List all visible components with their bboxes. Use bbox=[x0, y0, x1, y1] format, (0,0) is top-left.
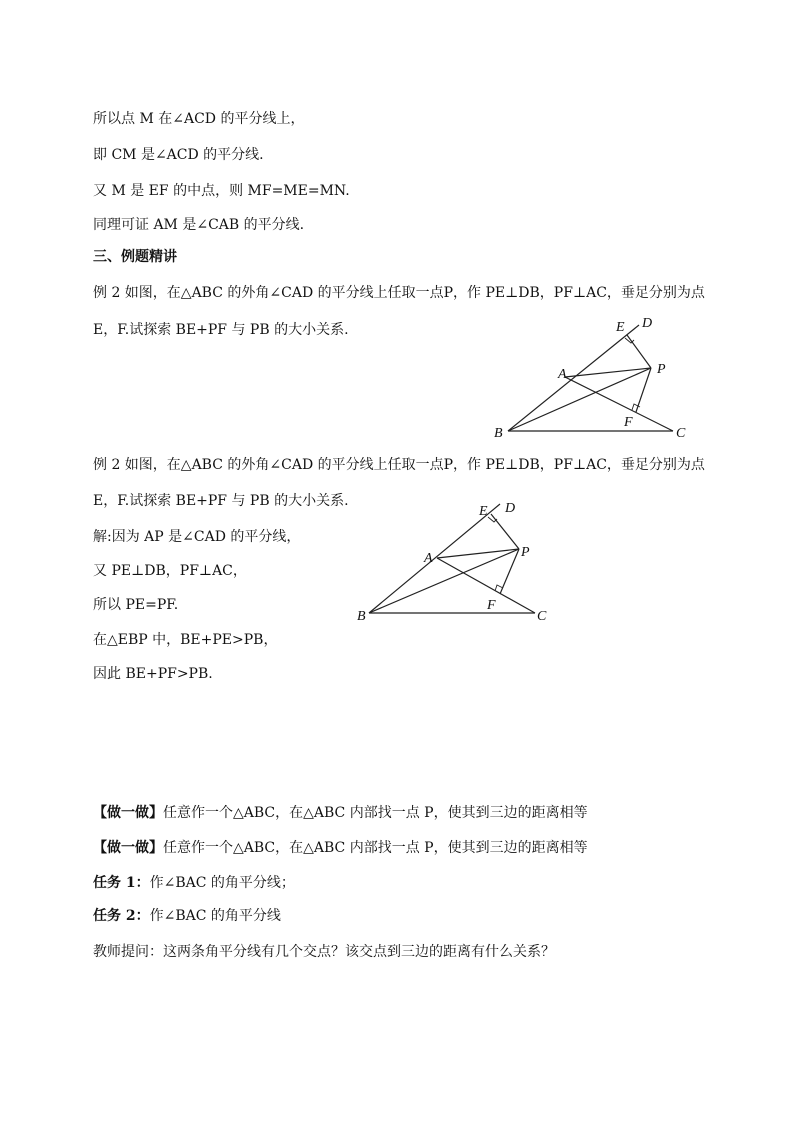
label-P: P bbox=[521, 545, 530, 560]
segment-BD bbox=[508, 325, 639, 431]
task-line bbox=[93, 873, 295, 893]
label-D: D bbox=[505, 501, 516, 516]
solution-line: 在△EBP 中，BE+PE>PB， bbox=[93, 632, 278, 648]
solution-line: 所以 PE=PF. bbox=[93, 597, 179, 613]
activity-tag: 【做一做】 bbox=[93, 805, 163, 821]
text-line: 同理可证 AM 是∠CAB 的平分线. bbox=[93, 217, 305, 233]
segment-AC bbox=[437, 558, 535, 613]
segment-BP bbox=[369, 549, 519, 613]
teacher-question: 教师提问：这两条角平分线有几个交点？该交点到三边的距离有什么关系？ bbox=[93, 944, 555, 960]
label-C: C bbox=[537, 609, 547, 624]
segment-BD bbox=[369, 504, 500, 613]
text-line: 即 CM 是∠ACD 的平分线. bbox=[93, 147, 264, 163]
example-text: E，F.试探索 BE+PF 与 PB 的大小关系. bbox=[93, 322, 349, 338]
label-B: B bbox=[494, 426, 503, 441]
label-F: F bbox=[487, 598, 496, 613]
example-text: 例 2 如图，在△ABC 的外角∠CAD 的平分线上任取一点P，作 PE⊥DB，PF⊥AC，垂足分别为点 bbox=[93, 457, 705, 473]
segment-AP bbox=[437, 549, 519, 558]
activity-text: 任意作一个△ABC，在△ABC 内部找一点 P，使其到三边的距离相等 bbox=[163, 840, 588, 856]
label-C: C bbox=[676, 426, 686, 441]
task-tag: 任务 1： bbox=[93, 875, 150, 891]
task-line bbox=[93, 906, 281, 926]
example-text: 例 2 如图，在△ABC 的外角∠CAD 的平分线上任取一点P，作 PE⊥DB，PF⊥AC，垂足分别为点 bbox=[93, 285, 705, 301]
segment-AP bbox=[565, 368, 651, 377]
label-A: A bbox=[424, 551, 433, 566]
text-line: 所以点 M 在∠ACD 的平分线上， bbox=[93, 111, 305, 127]
solution-line: 因此 BE+PF>PB. bbox=[93, 666, 213, 682]
segment-AC bbox=[565, 377, 673, 431]
example-text: E，F.试探索 BE+PF 与 PB 的大小关系. bbox=[93, 493, 349, 509]
label-F: F bbox=[624, 415, 633, 430]
label-A: A bbox=[558, 367, 567, 382]
activity-text: 任意作一个△ABC，在△ABC 内部找一点 P，使其到三边的距离相等 bbox=[163, 805, 588, 821]
activity-line bbox=[93, 803, 588, 823]
task-text: 作∠BAC 的角平分线 bbox=[149, 908, 281, 924]
segment-PF bbox=[636, 368, 651, 412]
solution-line: 解:因为 AP 是∠CAD 的平分线， bbox=[93, 529, 301, 545]
label-E: E bbox=[479, 504, 488, 519]
label-P: P bbox=[657, 362, 666, 377]
label-E: E bbox=[616, 320, 625, 335]
task-tag: 任务 2： bbox=[93, 908, 150, 924]
segment-EP bbox=[627, 335, 651, 368]
geometry-figure-1 bbox=[488, 310, 708, 445]
geometry-figure-2 bbox=[355, 497, 565, 627]
label-B: B bbox=[357, 609, 366, 624]
solution-line: 又 PE⊥DB，PF⊥AC， bbox=[93, 563, 247, 579]
label-D: D bbox=[642, 316, 653, 331]
segment-EP bbox=[491, 514, 519, 549]
activity-line bbox=[93, 838, 588, 858]
section-heading: 三、例题精讲 bbox=[93, 249, 177, 265]
activity-tag: 【做一做】 bbox=[93, 840, 163, 856]
task-text: 作∠BAC 的角平分线； bbox=[149, 875, 295, 891]
text-line: 又 M 是 EF 的中点，则 MF=ME=MN. bbox=[93, 183, 350, 199]
